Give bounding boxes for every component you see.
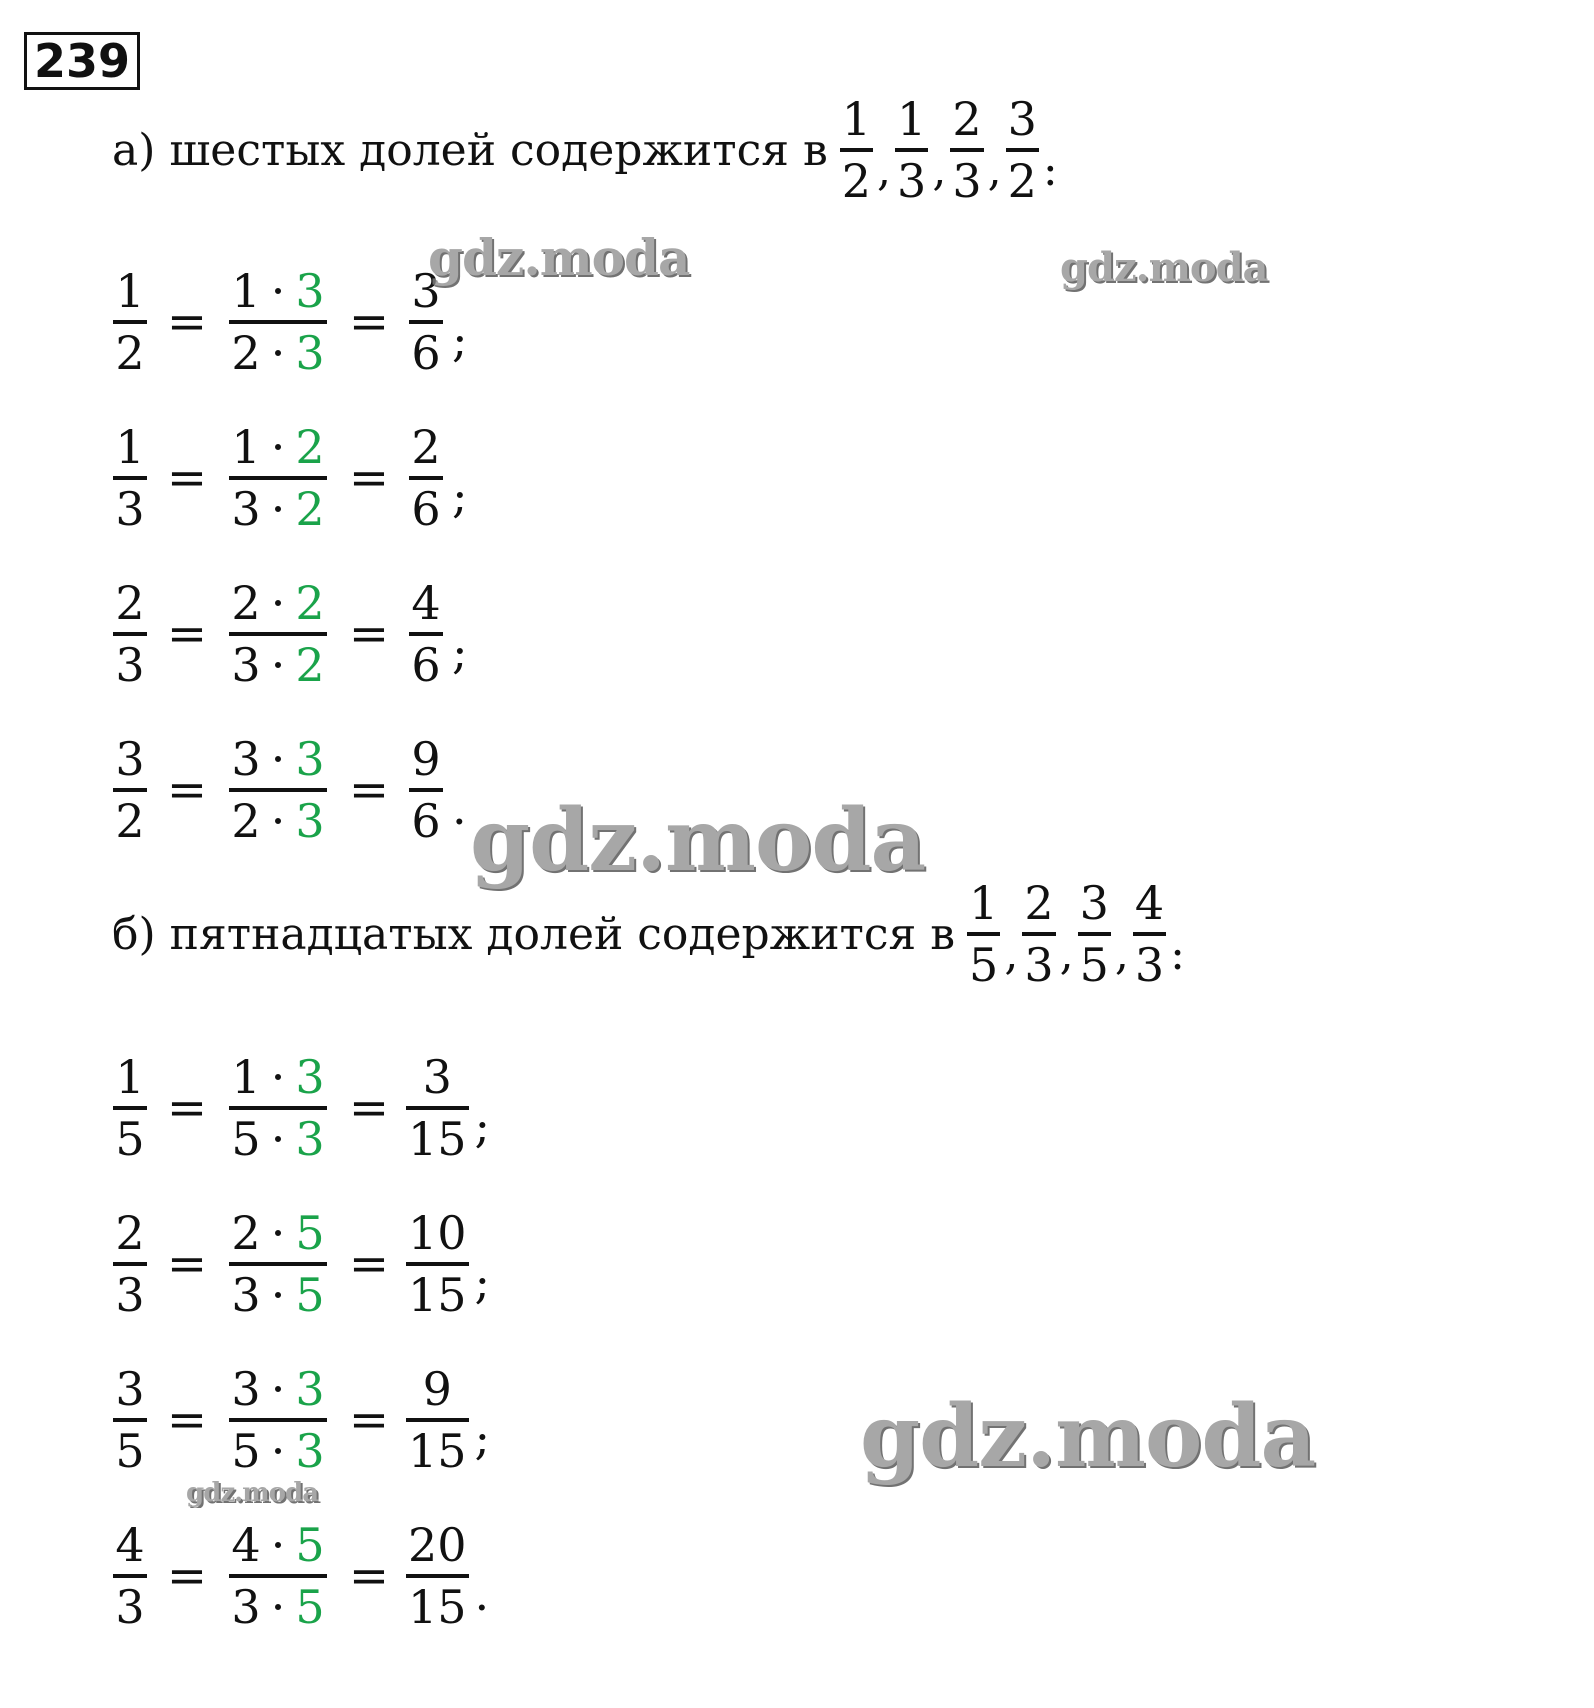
equals-sign: = bbox=[166, 1080, 208, 1136]
result-fraction: $\frac{3}{15}$ bbox=[408, 1050, 467, 1166]
colon: : bbox=[1042, 144, 1058, 196]
punctuation: . bbox=[452, 781, 467, 835]
expanded-fraction: $\frac{3 \cdot 3}{2 \cdot 3}$ bbox=[231, 732, 325, 848]
source-fraction: $\frac{1}{2}$ bbox=[115, 264, 145, 380]
equation-row bbox=[110, 1342, 490, 1498]
expanded-fraction: $\frac{2 \cdot 2}{3 \cdot 2}$ bbox=[231, 576, 325, 692]
comma: , bbox=[877, 144, 892, 196]
fraction: $\frac{2}{3}$ bbox=[952, 92, 982, 208]
equals-sign: = bbox=[348, 1392, 390, 1448]
result-fraction: $\frac{3}{6}$ bbox=[411, 264, 441, 380]
comma: , bbox=[987, 144, 1002, 196]
source-fraction: $\frac{2}{3}$ bbox=[115, 1206, 145, 1322]
fraction: $\frac{4}{3}$ bbox=[1134, 876, 1165, 992]
punctuation: ; bbox=[474, 1255, 491, 1309]
equation-row bbox=[110, 1030, 490, 1186]
equals-sign: = bbox=[348, 1236, 390, 1292]
fraction: $\frac{1}{3}$ bbox=[897, 92, 927, 208]
equation-row bbox=[110, 1498, 490, 1654]
equals-sign: = bbox=[348, 1548, 390, 1604]
fraction: $\frac{1}{2}$ bbox=[841, 92, 872, 208]
part-a-heading-text: а) шестых долей содержится в bbox=[112, 124, 828, 176]
equals-sign: = bbox=[348, 1080, 390, 1136]
result-fraction: $\frac{4}{6}$ bbox=[411, 576, 441, 692]
comma: , bbox=[1059, 928, 1074, 980]
punctuation: ; bbox=[452, 469, 468, 523]
fraction: $\frac{3}{2}$ bbox=[1007, 92, 1037, 208]
equals-sign: = bbox=[166, 1236, 208, 1292]
expanded-fraction: $\frac{1 \cdot 3}{5 \cdot 3}$ bbox=[231, 1050, 325, 1166]
equals-sign: = bbox=[166, 450, 208, 506]
source-fraction: $\frac{3}{5}$ bbox=[115, 1362, 145, 1478]
part-b-heading bbox=[112, 876, 1185, 992]
result-fraction: $\frac{9}{6}$ bbox=[411, 732, 441, 848]
colon: : bbox=[1170, 928, 1185, 980]
result-fraction: $\frac{9}{15}$ bbox=[408, 1362, 467, 1478]
result-fraction: $\frac{20}{15}$ bbox=[408, 1518, 467, 1634]
expanded-fraction: $\frac{3 \cdot 3}{5 \cdot 3}$ bbox=[231, 1362, 325, 1478]
punctuation: . bbox=[474, 1567, 490, 1621]
source-fraction: $\frac{1}{5}$ bbox=[115, 1050, 145, 1166]
source-fraction: $\frac{2}{3}$ bbox=[115, 576, 145, 692]
equation-row bbox=[110, 712, 468, 868]
punctuation: ; bbox=[474, 1099, 491, 1153]
equals-sign: = bbox=[166, 762, 208, 818]
equation-row bbox=[110, 400, 468, 556]
part-a-heading bbox=[112, 92, 1058, 208]
fraction: $\frac{2}{3}$ bbox=[1024, 876, 1054, 992]
equals-sign: = bbox=[348, 450, 390, 506]
expanded-fraction: $\frac{1 \cdot 3}{2 \cdot 3}$ bbox=[231, 264, 325, 380]
expanded-fraction: $\frac{2 \cdot 5}{3 \cdot 5}$ bbox=[231, 1206, 325, 1322]
fraction: $\frac{1}{5}$ bbox=[969, 876, 999, 992]
fraction: $\frac{3}{5}$ bbox=[1079, 876, 1109, 992]
part-b-fraction-list bbox=[963, 876, 1185, 992]
part-b-heading-text: б) пятнадцатых долей содержится в bbox=[112, 908, 956, 960]
source-fraction: $\frac{3}{2}$ bbox=[115, 732, 145, 848]
watermark: gdz.moda bbox=[186, 1478, 319, 1508]
punctuation: ; bbox=[452, 313, 468, 367]
punctuation: ; bbox=[452, 625, 468, 679]
watermark: gdz.moda bbox=[860, 1386, 1316, 1487]
expanded-fraction: $\frac{4 \cdot 5}{3 \cdot 5}$ bbox=[231, 1518, 325, 1634]
equals-sign: = bbox=[166, 606, 208, 662]
part-a-fraction-list bbox=[836, 92, 1058, 208]
punctuation: ; bbox=[474, 1411, 491, 1465]
equals-sign: = bbox=[348, 762, 390, 818]
equation-row bbox=[110, 244, 468, 400]
equals-sign: = bbox=[166, 1392, 208, 1448]
watermark: gdz.moda bbox=[428, 228, 690, 287]
equals-sign: = bbox=[166, 294, 208, 350]
equation-row bbox=[110, 556, 468, 712]
comma: , bbox=[1004, 928, 1019, 980]
equals-sign: = bbox=[166, 1548, 208, 1604]
task-number: 239 bbox=[24, 32, 140, 90]
expanded-fraction: $\frac{1 \cdot 2}{3 \cdot 2}$ bbox=[231, 420, 325, 536]
watermark: gdz.moda bbox=[1060, 244, 1268, 291]
equals-sign: = bbox=[348, 294, 390, 350]
source-fraction: $\frac{1}{3}$ bbox=[115, 420, 145, 536]
equals-sign: = bbox=[348, 606, 390, 662]
part-a-equations bbox=[110, 244, 468, 868]
comma: , bbox=[932, 144, 947, 196]
source-fraction: $\frac{4}{3}$ bbox=[115, 1518, 145, 1634]
result-fraction: $\frac{10}{15}$ bbox=[408, 1206, 467, 1322]
result-fraction: $\frac{2}{6}$ bbox=[411, 420, 441, 536]
comma: , bbox=[1114, 928, 1129, 980]
part-b-equations bbox=[110, 1030, 490, 1654]
equation-row bbox=[110, 1186, 490, 1342]
watermark: gdz.moda bbox=[470, 790, 926, 891]
